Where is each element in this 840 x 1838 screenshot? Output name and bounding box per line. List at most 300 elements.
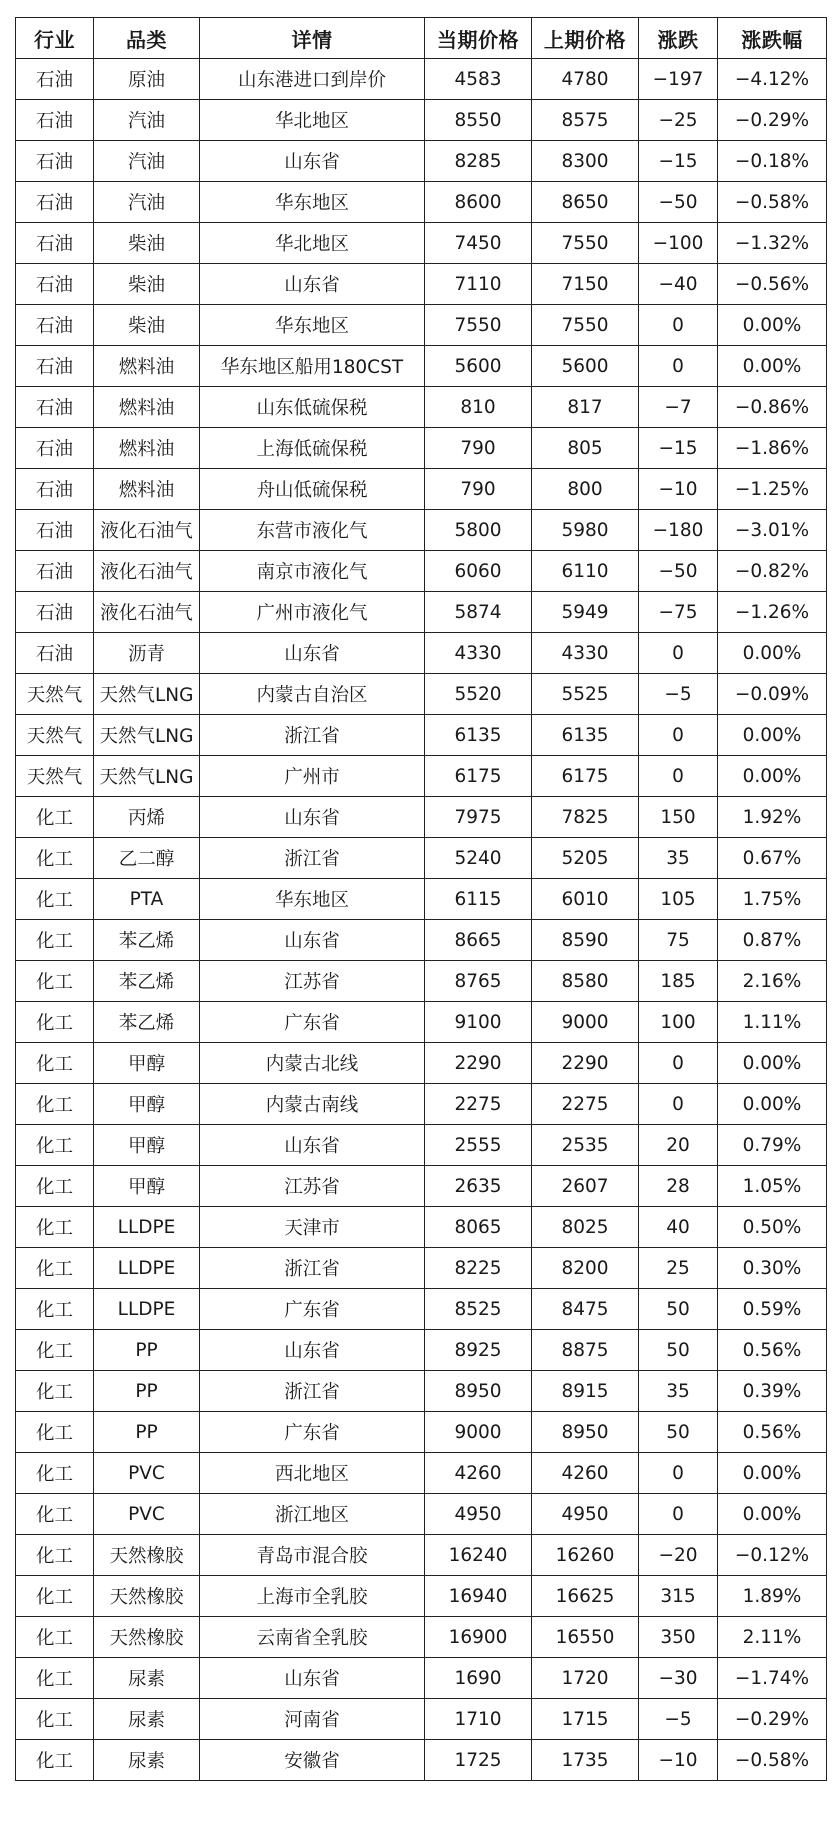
- detail-cell: 广东省: [200, 1412, 425, 1453]
- detail-cell: 山东低硫保税: [200, 387, 425, 428]
- header-current-price: 当期价格: [425, 18, 532, 59]
- change-cell: 315: [639, 1576, 718, 1617]
- change-percent-cell: −1.32%: [718, 223, 827, 264]
- previous-price-cell: 16550: [532, 1617, 639, 1658]
- change-cell: 75: [639, 920, 718, 961]
- detail-cell: 浙江省: [200, 838, 425, 879]
- category-cell: 苯乙烯: [94, 1002, 200, 1043]
- previous-price-cell: 7550: [532, 223, 639, 264]
- change-percent-cell: −1.26%: [718, 592, 827, 633]
- change-percent-cell: 0.67%: [718, 838, 827, 879]
- detail-cell: 华东地区船用180CST: [200, 346, 425, 387]
- table-row: [16, 797, 827, 838]
- category-cell: 天然橡胶: [94, 1576, 200, 1617]
- industry-cell: 化工: [16, 1535, 94, 1576]
- detail-cell: 山东省: [200, 1330, 425, 1371]
- previous-price-cell: 4330: [532, 633, 639, 674]
- industry-cell: 化工: [16, 1617, 94, 1658]
- detail-cell: 安徽省: [200, 1740, 425, 1781]
- previous-price-cell: 7825: [532, 797, 639, 838]
- detail-cell: 河南省: [200, 1699, 425, 1740]
- category-cell: 柴油: [94, 264, 200, 305]
- industry-cell: 化工: [16, 879, 94, 920]
- industry-cell: 石油: [16, 633, 94, 674]
- category-cell: PP: [94, 1371, 200, 1412]
- industry-cell: 石油: [16, 100, 94, 141]
- industry-cell: 化工: [16, 1576, 94, 1617]
- category-cell: 天然气LNG: [94, 715, 200, 756]
- industry-cell: 石油: [16, 264, 94, 305]
- industry-cell: 石油: [16, 592, 94, 633]
- change-percent-cell: 0.79%: [718, 1125, 827, 1166]
- previous-price-cell: 2607: [532, 1166, 639, 1207]
- previous-price-cell: 8915: [532, 1371, 639, 1412]
- current-price-cell: 5800: [425, 510, 532, 551]
- category-cell: PVC: [94, 1453, 200, 1494]
- previous-price-cell: 9000: [532, 1002, 639, 1043]
- change-percent-cell: 0.00%: [718, 756, 827, 797]
- current-price-cell: 8285: [425, 141, 532, 182]
- current-price-cell: 16900: [425, 1617, 532, 1658]
- current-price-cell: 5520: [425, 674, 532, 715]
- current-price-cell: 1690: [425, 1658, 532, 1699]
- industry-cell: 天然气: [16, 674, 94, 715]
- industry-cell: 石油: [16, 346, 94, 387]
- previous-price-cell: 4260: [532, 1453, 639, 1494]
- category-cell: 甲醇: [94, 1125, 200, 1166]
- industry-cell: 石油: [16, 387, 94, 428]
- previous-price-cell: 5525: [532, 674, 639, 715]
- change-percent-cell: −0.18%: [718, 141, 827, 182]
- change-cell: −50: [639, 182, 718, 223]
- industry-cell: 化工: [16, 1699, 94, 1740]
- current-price-cell: 6135: [425, 715, 532, 756]
- current-price-cell: 2290: [425, 1043, 532, 1084]
- detail-cell: 山东省: [200, 633, 425, 674]
- category-cell: 天然气LNG: [94, 756, 200, 797]
- table-row: [16, 1002, 827, 1043]
- category-cell: 柴油: [94, 223, 200, 264]
- current-price-cell: 8765: [425, 961, 532, 1002]
- category-cell: LLDPE: [94, 1207, 200, 1248]
- previous-price-cell: 8590: [532, 920, 639, 961]
- table-row: [16, 182, 827, 223]
- table-row: [16, 1043, 827, 1084]
- category-cell: 甲醇: [94, 1084, 200, 1125]
- category-cell: PP: [94, 1330, 200, 1371]
- change-percent-cell: 0.00%: [718, 1084, 827, 1125]
- current-price-cell: 6115: [425, 879, 532, 920]
- table-row: [16, 141, 827, 182]
- change-cell: 25: [639, 1248, 718, 1289]
- category-cell: 汽油: [94, 182, 200, 223]
- detail-cell: 青岛市混合胶: [200, 1535, 425, 1576]
- industry-cell: 石油: [16, 510, 94, 551]
- detail-cell: 浙江省: [200, 1371, 425, 1412]
- current-price-cell: 1725: [425, 1740, 532, 1781]
- change-cell: −15: [639, 141, 718, 182]
- table-row: [16, 1576, 827, 1617]
- current-price-cell: 5600: [425, 346, 532, 387]
- category-cell: PP: [94, 1412, 200, 1453]
- current-price-cell: 8550: [425, 100, 532, 141]
- current-price-cell: 7975: [425, 797, 532, 838]
- detail-cell: 华东地区: [200, 879, 425, 920]
- category-cell: 液化石油气: [94, 551, 200, 592]
- change-percent-cell: 0.56%: [718, 1330, 827, 1371]
- table-row: [16, 1289, 827, 1330]
- change-percent-cell: 0.50%: [718, 1207, 827, 1248]
- category-cell: PVC: [94, 1494, 200, 1535]
- previous-price-cell: 1715: [532, 1699, 639, 1740]
- change-percent-cell: −0.29%: [718, 1699, 827, 1740]
- current-price-cell: 7110: [425, 264, 532, 305]
- previous-price-cell: 5980: [532, 510, 639, 551]
- change-percent-cell: −0.56%: [718, 264, 827, 305]
- previous-price-cell: 5949: [532, 592, 639, 633]
- category-cell: 乙二醇: [94, 838, 200, 879]
- change-cell: 28: [639, 1166, 718, 1207]
- table-row: [16, 674, 827, 715]
- table-row: [16, 305, 827, 346]
- table-row: [16, 1248, 827, 1289]
- previous-price-cell: 8475: [532, 1289, 639, 1330]
- table-row: [16, 1166, 827, 1207]
- change-cell: 0: [639, 1043, 718, 1084]
- change-percent-cell: 0.00%: [718, 1043, 827, 1084]
- previous-price-cell: 800: [532, 469, 639, 510]
- table-row: [16, 879, 827, 920]
- detail-cell: 内蒙古南线: [200, 1084, 425, 1125]
- detail-cell: 山东省: [200, 920, 425, 961]
- table-row: [16, 1658, 827, 1699]
- current-price-cell: 790: [425, 469, 532, 510]
- header-change-percent: 涨跌幅: [718, 18, 827, 59]
- header-category: 品类: [94, 18, 200, 59]
- change-cell: 100: [639, 1002, 718, 1043]
- previous-price-cell: 8200: [532, 1248, 639, 1289]
- previous-price-cell: 16260: [532, 1535, 639, 1576]
- change-percent-cell: 0.00%: [718, 633, 827, 674]
- change-cell: −15: [639, 428, 718, 469]
- current-price-cell: 7550: [425, 305, 532, 346]
- detail-cell: 广州市: [200, 756, 425, 797]
- detail-cell: 内蒙古自治区: [200, 674, 425, 715]
- current-price-cell: 2635: [425, 1166, 532, 1207]
- previous-price-cell: 7550: [532, 305, 639, 346]
- current-price-cell: 16240: [425, 1535, 532, 1576]
- detail-cell: 天津市: [200, 1207, 425, 1248]
- detail-cell: 江苏省: [200, 961, 425, 1002]
- table-row: [16, 264, 827, 305]
- change-percent-cell: 0.39%: [718, 1371, 827, 1412]
- table-row: [16, 592, 827, 633]
- change-percent-cell: −1.25%: [718, 469, 827, 510]
- change-cell: −25: [639, 100, 718, 141]
- table-row: [16, 920, 827, 961]
- category-cell: 尿素: [94, 1699, 200, 1740]
- current-price-cell: 9000: [425, 1412, 532, 1453]
- category-cell: 尿素: [94, 1658, 200, 1699]
- table-body: [16, 59, 827, 1781]
- industry-cell: 石油: [16, 551, 94, 592]
- table-row: [16, 1740, 827, 1781]
- table-row: [16, 59, 827, 100]
- current-price-cell: 8665: [425, 920, 532, 961]
- current-price-cell: 9100: [425, 1002, 532, 1043]
- current-price-cell: 2555: [425, 1125, 532, 1166]
- detail-cell: 浙江省: [200, 715, 425, 756]
- current-price-cell: 8925: [425, 1330, 532, 1371]
- change-percent-cell: 1.92%: [718, 797, 827, 838]
- detail-cell: 华北地区: [200, 223, 425, 264]
- previous-price-cell: 4950: [532, 1494, 639, 1535]
- previous-price-cell: 2535: [532, 1125, 639, 1166]
- table-row: [16, 838, 827, 879]
- category-cell: 天然气LNG: [94, 674, 200, 715]
- industry-cell: 化工: [16, 1371, 94, 1412]
- detail-cell: 山东省: [200, 1125, 425, 1166]
- change-cell: 0: [639, 1494, 718, 1535]
- previous-price-cell: 4780: [532, 59, 639, 100]
- change-cell: 50: [639, 1330, 718, 1371]
- detail-cell: 山东省: [200, 1658, 425, 1699]
- category-cell: 柴油: [94, 305, 200, 346]
- previous-price-cell: 8300: [532, 141, 639, 182]
- change-cell: 0: [639, 756, 718, 797]
- detail-cell: 内蒙古北线: [200, 1043, 425, 1084]
- table-row: [16, 1330, 827, 1371]
- industry-cell: 化工: [16, 1166, 94, 1207]
- current-price-cell: 8600: [425, 182, 532, 223]
- previous-price-cell: 1720: [532, 1658, 639, 1699]
- detail-cell: 上海低硫保税: [200, 428, 425, 469]
- current-price-cell: 4330: [425, 633, 532, 674]
- change-cell: 40: [639, 1207, 718, 1248]
- industry-cell: 化工: [16, 1494, 94, 1535]
- industry-cell: 化工: [16, 1453, 94, 1494]
- table-row: [16, 1084, 827, 1125]
- change-cell: −5: [639, 674, 718, 715]
- change-cell: 0: [639, 1453, 718, 1494]
- change-cell: −50: [639, 551, 718, 592]
- table-row: [16, 551, 827, 592]
- detail-cell: 广州市液化气: [200, 592, 425, 633]
- previous-price-cell: 5205: [532, 838, 639, 879]
- previous-price-cell: 6010: [532, 879, 639, 920]
- change-percent-cell: −0.58%: [718, 1740, 827, 1781]
- category-cell: 液化石油气: [94, 592, 200, 633]
- change-cell: 350: [639, 1617, 718, 1658]
- current-price-cell: 810: [425, 387, 532, 428]
- previous-price-cell: 817: [532, 387, 639, 428]
- category-cell: 燃料油: [94, 428, 200, 469]
- previous-price-cell: 8650: [532, 182, 639, 223]
- industry-cell: 化工: [16, 961, 94, 1002]
- category-cell: 汽油: [94, 100, 200, 141]
- current-price-cell: 4260: [425, 1453, 532, 1494]
- category-cell: PTA: [94, 879, 200, 920]
- detail-cell: 山东省: [200, 797, 425, 838]
- detail-cell: 西北地区: [200, 1453, 425, 1494]
- category-cell: 原油: [94, 59, 200, 100]
- industry-cell: 石油: [16, 59, 94, 100]
- category-cell: 苯乙烯: [94, 961, 200, 1002]
- change-cell: 0: [639, 305, 718, 346]
- change-cell: −40: [639, 264, 718, 305]
- change-percent-cell: −0.58%: [718, 182, 827, 223]
- previous-price-cell: 805: [532, 428, 639, 469]
- change-percent-cell: 0.00%: [718, 1453, 827, 1494]
- table-row: [16, 961, 827, 1002]
- previous-price-cell: 8025: [532, 1207, 639, 1248]
- category-cell: LLDPE: [94, 1289, 200, 1330]
- detail-cell: 南京市液化气: [200, 551, 425, 592]
- change-cell: 35: [639, 838, 718, 879]
- change-percent-cell: 1.75%: [718, 879, 827, 920]
- change-percent-cell: −1.86%: [718, 428, 827, 469]
- change-percent-cell: 2.11%: [718, 1617, 827, 1658]
- previous-price-cell: 7150: [532, 264, 639, 305]
- category-cell: 天然橡胶: [94, 1617, 200, 1658]
- category-cell: 苯乙烯: [94, 920, 200, 961]
- header-detail: 详情: [200, 18, 425, 59]
- change-cell: −10: [639, 1740, 718, 1781]
- detail-cell: 山东港进口到岸价: [200, 59, 425, 100]
- previous-price-cell: 6135: [532, 715, 639, 756]
- table-row: [16, 1699, 827, 1740]
- change-percent-cell: 0.00%: [718, 305, 827, 346]
- change-percent-cell: −0.09%: [718, 674, 827, 715]
- change-cell: −10: [639, 469, 718, 510]
- change-cell: 105: [639, 879, 718, 920]
- change-percent-cell: 0.87%: [718, 920, 827, 961]
- change-cell: 50: [639, 1289, 718, 1330]
- current-price-cell: 6175: [425, 756, 532, 797]
- change-cell: 20: [639, 1125, 718, 1166]
- change-cell: 35: [639, 1371, 718, 1412]
- table-row: [16, 1453, 827, 1494]
- industry-cell: 化工: [16, 1412, 94, 1453]
- table-row: [16, 1494, 827, 1535]
- detail-cell: 山东省: [200, 141, 425, 182]
- table-row: [16, 756, 827, 797]
- detail-cell: 华北地区: [200, 100, 425, 141]
- current-price-cell: 6060: [425, 551, 532, 592]
- category-cell: 天然橡胶: [94, 1535, 200, 1576]
- industry-cell: 化工: [16, 1125, 94, 1166]
- table-row: [16, 633, 827, 674]
- previous-price-cell: 16625: [532, 1576, 639, 1617]
- change-cell: −7: [639, 387, 718, 428]
- current-price-cell: 8525: [425, 1289, 532, 1330]
- industry-cell: 化工: [16, 1207, 94, 1248]
- table-row: [16, 1617, 827, 1658]
- table-row: [16, 428, 827, 469]
- industry-cell: 石油: [16, 305, 94, 346]
- header-industry: 行业: [16, 18, 94, 59]
- change-cell: −197: [639, 59, 718, 100]
- category-cell: 甲醇: [94, 1043, 200, 1084]
- current-price-cell: 5874: [425, 592, 532, 633]
- detail-cell: 华东地区: [200, 182, 425, 223]
- category-cell: 燃料油: [94, 346, 200, 387]
- previous-price-cell: 1735: [532, 1740, 639, 1781]
- table-header: [16, 18, 827, 59]
- change-cell: 0: [639, 1084, 718, 1125]
- price-table-container: [15, 17, 826, 1781]
- change-percent-cell: 0.00%: [718, 1494, 827, 1535]
- table-row: [16, 346, 827, 387]
- current-price-cell: 8950: [425, 1371, 532, 1412]
- current-price-cell: 5240: [425, 838, 532, 879]
- category-cell: 燃料油: [94, 387, 200, 428]
- change-percent-cell: −0.29%: [718, 100, 827, 141]
- industry-cell: 石油: [16, 182, 94, 223]
- current-price-cell: 4950: [425, 1494, 532, 1535]
- industry-cell: 化工: [16, 1658, 94, 1699]
- change-percent-cell: 0.56%: [718, 1412, 827, 1453]
- current-price-cell: 7450: [425, 223, 532, 264]
- current-price-cell: 8065: [425, 1207, 532, 1248]
- category-cell: 燃料油: [94, 469, 200, 510]
- category-cell: LLDPE: [94, 1248, 200, 1289]
- change-percent-cell: 0.00%: [718, 346, 827, 387]
- change-cell: −100: [639, 223, 718, 264]
- change-percent-cell: 0.30%: [718, 1248, 827, 1289]
- current-price-cell: 790: [425, 428, 532, 469]
- category-cell: 汽油: [94, 141, 200, 182]
- header-row: [16, 18, 827, 59]
- change-cell: −180: [639, 510, 718, 551]
- industry-cell: 石油: [16, 223, 94, 264]
- table-row: [16, 100, 827, 141]
- table-row: [16, 715, 827, 756]
- industry-cell: 化工: [16, 1740, 94, 1781]
- change-cell: 185: [639, 961, 718, 1002]
- table-row: [16, 1412, 827, 1453]
- change-cell: −5: [639, 1699, 718, 1740]
- industry-cell: 化工: [16, 1084, 94, 1125]
- previous-price-cell: 5600: [532, 346, 639, 387]
- change-percent-cell: 0.00%: [718, 715, 827, 756]
- previous-price-cell: 8950: [532, 1412, 639, 1453]
- change-percent-cell: −0.82%: [718, 551, 827, 592]
- industry-cell: 天然气: [16, 715, 94, 756]
- previous-price-cell: 2275: [532, 1084, 639, 1125]
- detail-cell: 江苏省: [200, 1166, 425, 1207]
- previous-price-cell: 2290: [532, 1043, 639, 1084]
- detail-cell: 广东省: [200, 1002, 425, 1043]
- detail-cell: 东营市液化气: [200, 510, 425, 551]
- price-table: [15, 17, 827, 1781]
- change-percent-cell: 1.89%: [718, 1576, 827, 1617]
- header-change: 涨跌: [639, 18, 718, 59]
- industry-cell: 石油: [16, 428, 94, 469]
- industry-cell: 石油: [16, 141, 94, 182]
- change-percent-cell: 1.05%: [718, 1166, 827, 1207]
- previous-price-cell: 8875: [532, 1330, 639, 1371]
- current-price-cell: 2275: [425, 1084, 532, 1125]
- current-price-cell: 8225: [425, 1248, 532, 1289]
- change-percent-cell: −4.12%: [718, 59, 827, 100]
- industry-cell: 化工: [16, 1002, 94, 1043]
- category-cell: 丙烯: [94, 797, 200, 838]
- industry-cell: 化工: [16, 1248, 94, 1289]
- current-price-cell: 1710: [425, 1699, 532, 1740]
- change-percent-cell: 2.16%: [718, 961, 827, 1002]
- previous-price-cell: 6110: [532, 551, 639, 592]
